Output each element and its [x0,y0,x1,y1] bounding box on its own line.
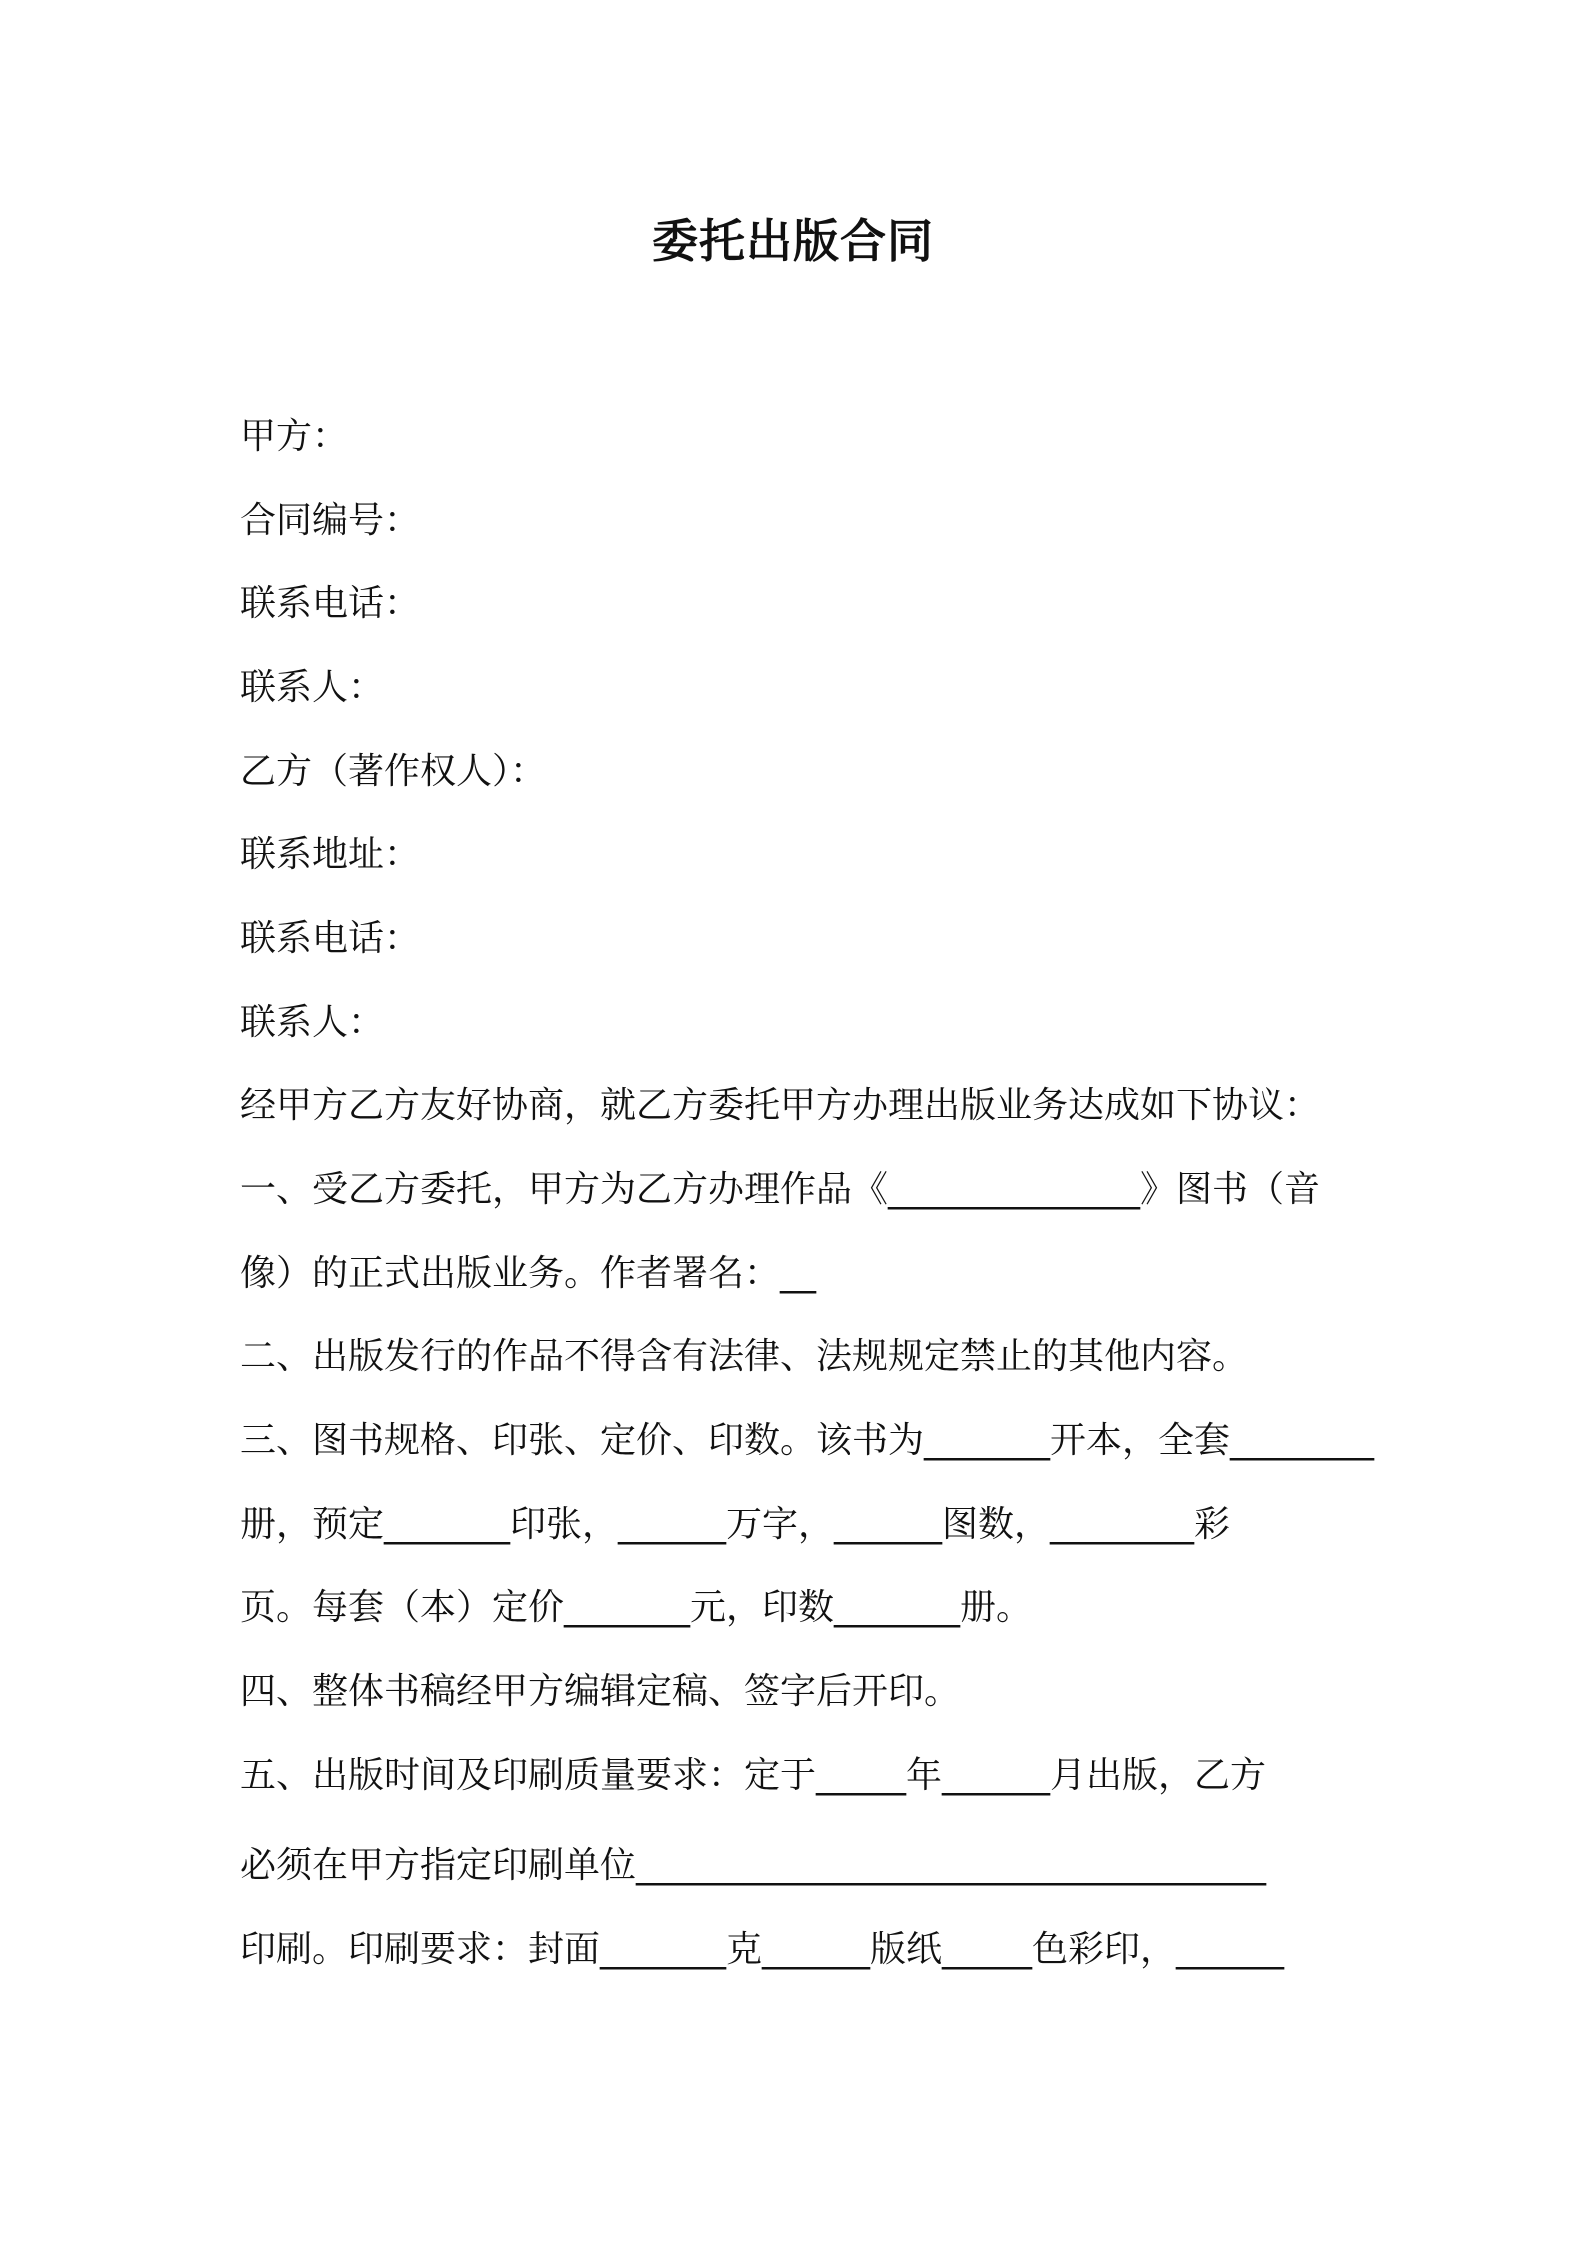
clause-3-line-3: 页。每套（本）定价_______元，印数_______册。 [240,1587,1033,1628]
clause-2: 二、出版发行的作品不得含有法律、法规规定禁止的其他内容。 [240,1336,1249,1377]
party-b-contact: 联系人： [240,1002,385,1043]
party-a-contract-no: 合同编号： [240,500,421,541]
clause-3-line-2: 册，预定_______印张，______万字，______图数，________彩 [240,1504,1231,1545]
clause-5-line-1: 五、出版时间及印刷质量要求：定于_____年______月出版，乙方 [240,1755,1267,1796]
clause-1-line-2: 像）的正式出版业务。作者署名：__ [240,1253,817,1294]
party-a-phone: 联系电话： [240,583,421,624]
clause-3-line-1: 三、图书规格、印张、定价、印数。该书为_______开本，全套________ [240,1420,1375,1461]
party-a-contact: 联系人： [240,667,385,708]
party-b-label: 乙方（著作权人）： [240,751,547,792]
clause-4: 四、整体书稿经甲方编辑定稿、签字后开印。 [240,1671,961,1712]
clause-1-line-1: 一、受乙方委托，甲方为乙方办理作品《______________》图书（音 [240,1169,1321,1210]
agreement-intro: 经甲方乙方友好协商，就乙方委托甲方办理出版业务达成如下协议： [240,1085,1321,1126]
party-a-label: 甲方： [240,416,349,457]
party-b-phone: 联系电话： [240,918,421,959]
document-title: 委托出版合同 [652,214,934,268]
clause-5-line-2: 必须在甲方指定印刷单位___________________________________ [240,1845,1267,1886]
clause-5-line-3: 印刷。印刷要求：封面_______克______版纸_____色彩印，______ [240,1929,1285,1970]
party-b-address: 联系地址： [240,834,421,875]
